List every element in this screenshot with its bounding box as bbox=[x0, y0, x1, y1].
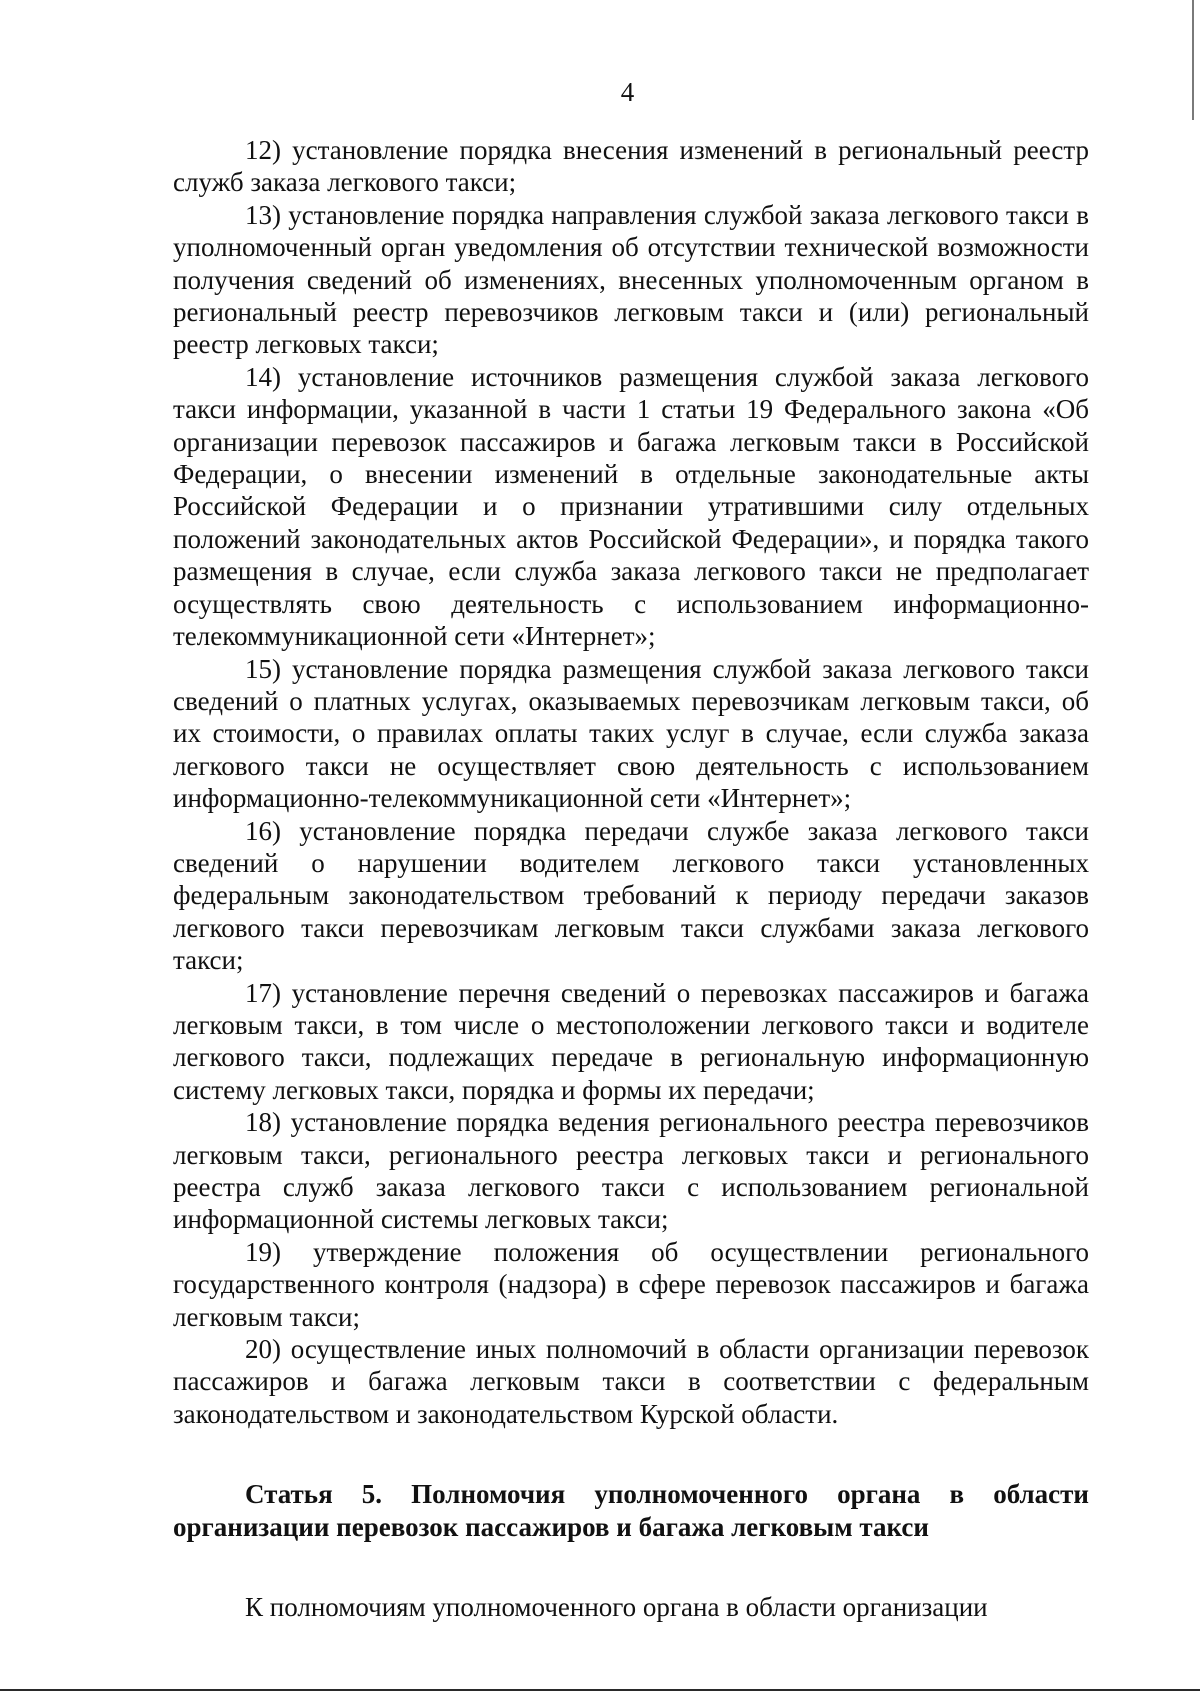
list-item-19: 19) утверждение положения об осуществлении регионального государственного контроля (надзора) в сфере перевозок пассажиров и багажа легковым такси; bbox=[173, 1236, 1089, 1332]
list-item-15: 15) установление порядка размещения службой заказа легкового такси сведений о платных услугах, оказываемых перевозчикам легковым такси, об их стоимости, о правилах оплаты таких услуг в случае, если служба заказа легкового такси не осуществляет свою деятельность с использованием информационно-телекоммуникационной сети «Интернет»; bbox=[173, 653, 1089, 814]
scan-edge-bottom-line bbox=[0, 1689, 1200, 1691]
list-item-18: 18) установление порядка ведения регионального реестра перевозчиков легковым такси, регионального реестра легковых такси и регионального реестра служб заказа легкового такси с использованием региональной информационной системы легковых такси; bbox=[173, 1107, 1089, 1235]
page-number: 4 bbox=[620, 77, 635, 107]
article-heading: Статья 5. Полномочия уполномоченного органа в области организации перевозок пассажиров и багажа легковым такси bbox=[173, 1479, 1089, 1543]
document-body bbox=[173, 134, 1089, 1624]
list-item-20: 20) осуществление иных полномочий в области организации перевозок пассажиров и багажа легковым такси в соответствии с федеральным законодательством и законодательством Курской области. bbox=[173, 1334, 1089, 1429]
list-item-16: 16) установление порядка передачи службе заказа легкового такси сведений о нарушении водителем легкового такси установленных федеральным законодательством требований к периоду передачи заказов легкового такси перевозчикам легковым такси службами заказа легкового такси; bbox=[173, 815, 1089, 976]
list-item-17: 17) установление перечня сведений о перевозках пассажиров и багажа легковым такси, в том числе о местоположении легкового такси и водителе легкового такси, подлежащих передаче в региональную информационную систему легковых такси, порядка и формы их передачи; bbox=[173, 977, 1089, 1105]
list-item-14: 14) установление источников размещения службой заказа легкового такси информации, указанной в части 1 статьи 19 Федерального закона «Об организации перевозок пассажиров и багажа легковым такси в Российской Федерации, о внесении изменений в отдельные законодательные акты Российской Федерации и о признании утратившими силу отдельных положений законодательных актов Российской Федерации», и порядка такого размещения в случае, если служба заказа легкового такси не предполагает осуществлять свою деятельность с использованием информационно-телекоммуникационной сети «Интернет»; bbox=[173, 361, 1089, 652]
list-item-13: 13) установление порядка направления службой заказа легкового такси в уполномоченный орган уведомления об отсутствии технической возможности получения сведений об изменениях, внесенных уполномоченным органом в региональный реестр перевозчиков легковым такси и (или) региональный реестр легковых такси; bbox=[173, 199, 1089, 360]
article-body-text: К полномочиям уполномоченного органа в области организации bbox=[245, 1592, 988, 1623]
list-item-12: 12) установление порядка внесения изменений в региональный реестр служб заказа легкового такси; bbox=[173, 135, 1089, 198]
